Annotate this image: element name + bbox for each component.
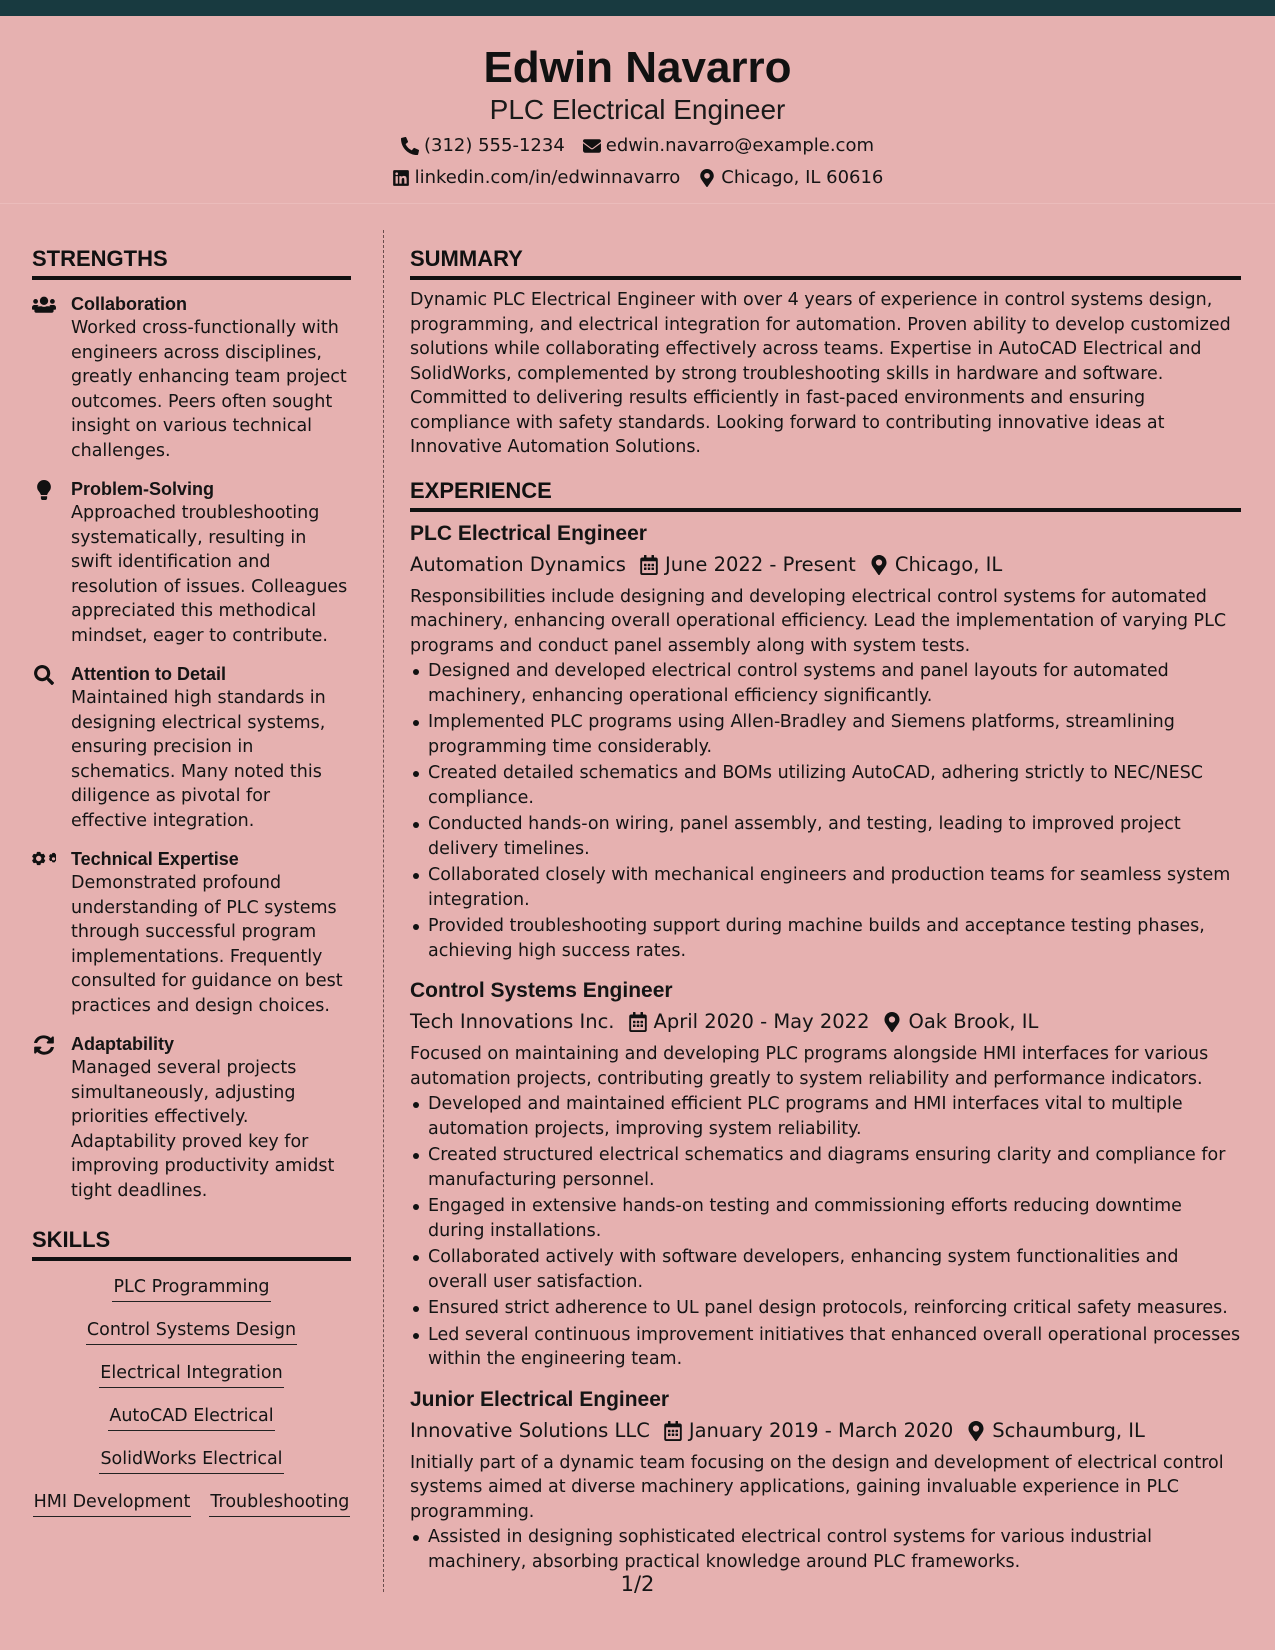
- skill-tag: SolidWorks Electrical: [99, 1447, 283, 1474]
- dates-text: June 2022 - Present: [664, 552, 856, 576]
- strength-name: Collaboration: [71, 294, 187, 314]
- strength-name: Problem-Solving: [71, 479, 215, 499]
- job-meta: [410, 551, 1241, 579]
- contact-row-1: [0, 134, 1275, 158]
- job-bullet: Led several continuous improvement initiatives that enhanced overall operational processes within the engineering team.: [410, 1323, 1241, 1372]
- page-number: 1/2: [620, 1572, 655, 1596]
- map-pin-icon: [870, 555, 888, 575]
- linkedin-icon: [392, 169, 410, 187]
- company-name: Tech Innovations Inc.: [410, 1010, 615, 1033]
- users-icon: [32, 295, 56, 315]
- summary-heading: SUMMARY: [410, 244, 1241, 280]
- job-location: [870, 551, 1002, 579]
- strength-item: [32, 847, 351, 1018]
- job-description: Responsibilities include designing and developing electrical control systems for automated machinery, enhancing overall operational efficiency. Lead the implementation of varying PLC programs and conduct panel assembly along with system tests.: [410, 586, 1227, 656]
- contact-row-2: [0, 166, 1275, 190]
- job-description: Focused on maintaining and developing PLC programs alongside HMI interfaces for various automation projects, contributing greatly to system reliability and performance indicators.: [410, 1044, 1209, 1089]
- strength-item: [32, 662, 351, 833]
- job-bullet: Ensured strict adherence to UL panel design protocols, reinforcing critical safety measures.: [410, 1296, 1241, 1321]
- company-name: Automation Dynamics: [410, 552, 626, 576]
- job-bullets: [410, 1092, 1241, 1372]
- phone-icon: [401, 137, 419, 155]
- lightbulb-icon: [32, 480, 56, 500]
- skill-tag: HMI Development: [33, 1490, 192, 1517]
- location-text: Oak Brook, IL: [908, 1010, 1039, 1033]
- job-bullet: Collaborated closely with mechanical engineers and production teams for seamless system integration.: [410, 863, 1241, 912]
- skill-tag: Control Systems Design: [86, 1318, 297, 1345]
- strength-desc: Managed several projects simultaneously, adjusting priorities effectively. Adaptability proved key for improving productivity amidst tight deadlines.: [71, 1058, 335, 1201]
- strengths-heading: STRENGTHS: [32, 244, 351, 280]
- strength-desc: Maintained high standards in designing electrical systems, ensuring precision in schematics. Many noted this diligence as pivotal for effective integration.: [71, 688, 326, 831]
- job-bullet: Created detailed schematics and BOMs utilizing AutoCAD, adhering strictly to NEC/NESC compliance.: [410, 761, 1241, 810]
- map-pin-icon: [967, 1421, 985, 1441]
- location-contact: [698, 166, 883, 190]
- map-pin-icon: [698, 169, 716, 187]
- job-bullet: Designed and developed electrical control systems and panel layouts for automated machinery, enhancing operational efficiency significantly.: [410, 659, 1241, 708]
- skill-tag: Electrical Integration: [99, 1361, 283, 1388]
- job-bullet: Collaborated actively with software developers, enhancing system functionalities and overall user satisfaction.: [410, 1245, 1241, 1294]
- skills-heading: SKILLS: [32, 1225, 351, 1261]
- company-name: Innovative Solutions LLC: [410, 1418, 650, 1442]
- refresh-icon: [32, 1035, 56, 1055]
- envelope-icon: [583, 137, 601, 155]
- strength-item: [32, 477, 351, 648]
- phone-text: (312) 555-1234: [423, 135, 565, 156]
- job-title: PLC Electrical Engineer: [410, 521, 647, 545]
- job-location: [967, 1417, 1145, 1445]
- linkedin-link[interactable]: linkedin.com/in/edwinnavarro: [414, 167, 681, 188]
- job-entry: [410, 977, 1241, 1372]
- job-bullet: Engaged in extensive hands-on testing and commissioning efforts reducing downtime during installations.: [410, 1194, 1241, 1243]
- candidate-name: Edwin Navarro: [483, 43, 792, 92]
- summary-text: Dynamic PLC Electrical Engineer with over 4 years of experience in control systems design, programming, and electrical integration for automation. Proven ability to develop customized solutions while collaborating effectively across teams. Expertise in AutoCAD Electrical and SolidWorks, complemented by strong troubleshooting skills in hardware and software. Committed to delivering results efficiently in fast-paced environments and ensuring compliance with safety standards. Looking forward to contributing innovative ideas at Innovative Automation Solutions.: [410, 290, 1231, 457]
- calendar-icon: [664, 1421, 682, 1441]
- strength-desc: Approached troubleshooting systematically, resulting in swift identification and resolution of issues. Colleagues appreciated this methodical mindset, eager to contribute.: [71, 503, 348, 646]
- job-entry: [410, 520, 1241, 964]
- job-description: Initially part of a dynamic team focusing on the design and development of electrical control systems aimed at diverse machinery applications, gaining invaluable experience in PLC programming.: [410, 1452, 1224, 1522]
- job-meta: [410, 1008, 1241, 1036]
- strength-item: [32, 1032, 351, 1203]
- strength-item: [32, 292, 351, 463]
- email-link[interactable]: edwin.navarro@example.com: [605, 135, 874, 156]
- strength-desc: Demonstrated profound understanding of PLC systems through successful program implementations. Frequently consulted for guidance on best practices and design choices.: [71, 873, 343, 1016]
- job-bullets: [410, 1525, 1241, 1574]
- strength-name: Technical Expertise: [71, 849, 239, 869]
- map-pin-icon: [883, 1012, 901, 1032]
- candidate-title: PLC Electrical Engineer: [489, 94, 786, 125]
- phone-contact: [401, 134, 565, 158]
- column-divider: [383, 230, 384, 1592]
- job-bullet: Created structured electrical schematics and diagrams ensuring clarity and compliance for manufacturing personnel.: [410, 1143, 1241, 1192]
- skill-tag: AutoCAD Electrical: [108, 1404, 274, 1431]
- strength-name: Attention to Detail: [71, 664, 226, 684]
- job-meta: [410, 1417, 1241, 1445]
- job-entry: [410, 1386, 1241, 1575]
- job-bullet: Conducted hands-on wiring, panel assembly, and testing, leading to improved project delivery timelines.: [410, 812, 1241, 861]
- job-bullet: Provided troubleshooting support during machine builds and acceptance testing phases, achieving high success rates.: [410, 914, 1241, 963]
- job-title: Junior Electrical Engineer: [410, 1387, 670, 1411]
- experience-heading: EXPERIENCE: [410, 476, 1241, 512]
- job-bullets: [410, 659, 1241, 963]
- location-text: Chicago, IL 60616: [721, 167, 884, 188]
- skill-tag: Troubleshooting: [209, 1490, 350, 1517]
- calendar-icon: [640, 555, 658, 575]
- dates-text: January 2019 - March 2020: [688, 1418, 954, 1442]
- job-dates: [664, 1417, 953, 1445]
- job-title: Control Systems Engineer: [410, 979, 673, 1002]
- top-accent-bar: [0, 0, 1275, 16]
- linkedin-contact[interactable]: [392, 166, 681, 190]
- skill-tag: PLC Programming: [112, 1275, 270, 1302]
- job-dates: [629, 1008, 870, 1036]
- left-column: [32, 244, 351, 1517]
- right-column: [410, 244, 1241, 1574]
- resume-header: [0, 16, 1275, 204]
- dates-text: April 2020 - May 2022: [653, 1010, 870, 1033]
- location-text: Schaumburg, IL: [992, 1418, 1145, 1442]
- calendar-icon: [629, 1012, 647, 1032]
- location-text: Chicago, IL: [894, 552, 1003, 576]
- job-bullet: Developed and maintained efficient PLC programs and HMI interfaces vital to multiple automation projects, improving system reliability.: [410, 1092, 1241, 1141]
- skills-list: [32, 1275, 351, 1517]
- job-location: [883, 1008, 1038, 1036]
- email-contact[interactable]: [583, 134, 874, 158]
- job-bullet: Assisted in designing sophisticated electrical control systems for various industrial machinery, absorbing practical knowledge around PLC frameworks.: [410, 1525, 1241, 1574]
- strength-name: Adaptability: [71, 1034, 175, 1054]
- gears-icon: [32, 850, 56, 870]
- strength-desc: Worked cross-functionally with engineers across disciplines, greatly enhancing team project outcomes. Peers often sought insight on various technical challenges.: [71, 318, 347, 461]
- job-bullet: Implemented PLC programs using Allen-Bradley and Siemens platforms, streamlining programming time considerably.: [410, 710, 1241, 759]
- search-icon: [32, 665, 56, 685]
- job-dates: [640, 551, 856, 579]
